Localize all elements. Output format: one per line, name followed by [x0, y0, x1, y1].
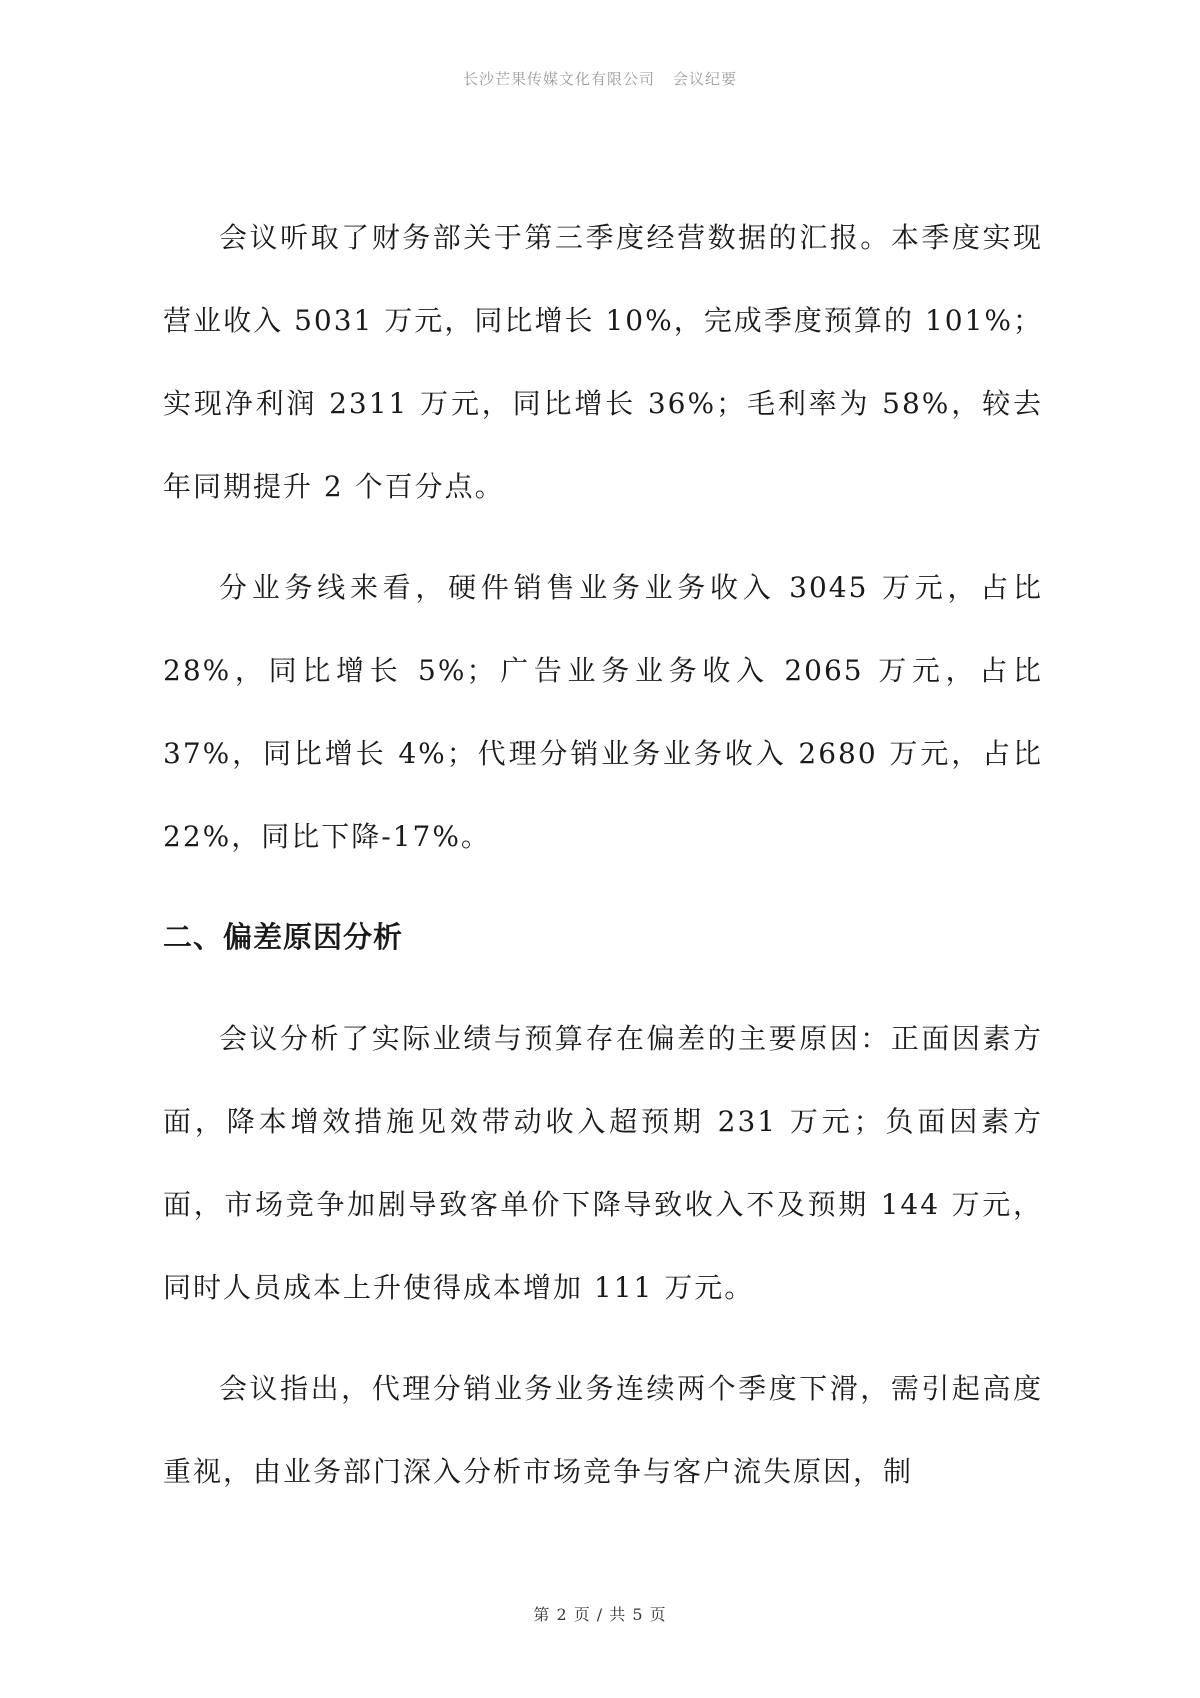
- document-body: [163, 196, 1043, 1531]
- page-header: [0, 68, 1200, 89]
- paragraph-q3-summary: 会议听取了财务部关于第三季度经营数据的汇报。本季度实现营业收入 5031 万元，同比增长 10%，完成季度预算的 101%；实现净利润 2311 万元，同比增长 36%；毛利率为 58%，较去年同期提升 2 个百分点。: [163, 221, 1043, 503]
- page-footer: [0, 1602, 1200, 1625]
- page-number: 第 2 页 / 共 5 页: [533, 1605, 667, 1624]
- paragraph-deviation-reasons: 会议分析了实际业绩与预算存在偏差的主要原因：正面因素方面，降本增效措施见效带动收入超预期 231 万元；负面因素方面，市场竞争加剧导致客单价下降导致收入不及预期 144 万元，同时人员成本上升使得成本增加 111 万元。: [163, 1022, 1043, 1304]
- paragraph-business-lines: 分业务线来看，硬件销售业务业务收入 3045 万元，占比 28%，同比增长 5%；广告业务业务收入 2065 万元，占比 37%，同比增长 4%；代理分销业务业务收入 2680 万元，占比 22%，同比下降-17%。: [163, 571, 1043, 853]
- paragraph-distribution-decline: 会议指出，代理分销业务业务连续两个季度下滑，需引起高度重视，由业务部门深入分析市场竞争与客户流失原因，制: [163, 1372, 1043, 1488]
- header-doc-type: 会议纪要: [673, 70, 738, 88]
- section-heading-deviation-analysis: 二、偏差原因分析: [163, 920, 404, 954]
- header-company: 长沙芒果传媒文化有限公司: [462, 70, 655, 88]
